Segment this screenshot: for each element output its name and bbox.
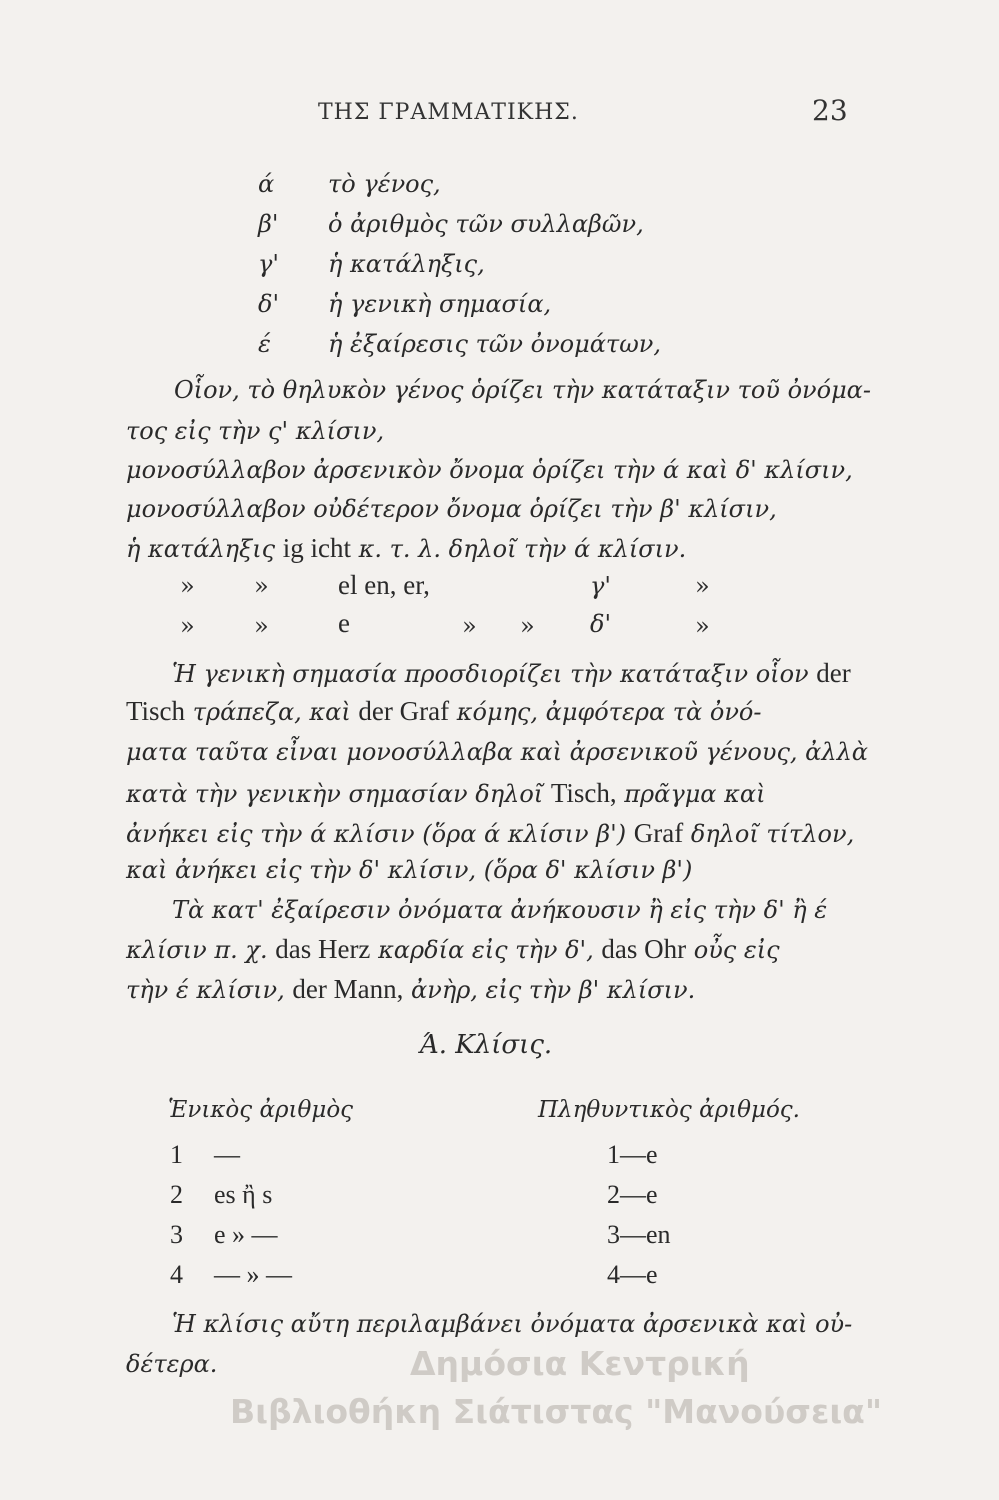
greek-text: ἀνὴρ, εἰς τὴν β' κλίσιν. [411, 976, 696, 1004]
paragraph-line: Ἡ κλίσις αὔτη περιλαμβάνει ὀνόματα ἀρσενικὰ καὶ οὐ- [172, 1310, 853, 1338]
paragraph-line: τος εἰς τὴν ς' κλίσιν, [126, 417, 385, 445]
paragraph-line [126, 533, 686, 564]
enum-item [258, 330, 758, 360]
paragraph-line [126, 974, 695, 1005]
greek-text: κατὰ τὴν γενικὴν σημασίαν δηλοῖ [126, 780, 544, 808]
greek-text: τράπεζα, καὶ [192, 698, 351, 726]
german-word: der Mann, [292, 974, 404, 1004]
case-number: 1 [170, 1140, 183, 1169]
singular-form: — [214, 1140, 240, 1169]
ditto-mark: » [462, 612, 477, 640]
german-word: das Ohr [601, 934, 687, 964]
enum-item [258, 250, 758, 280]
enum-text: ἡ ἐξαίρεσις τῶν ὀνομάτων, [328, 330, 661, 358]
library-watermark-line: Δημόσια Κεντρική [410, 1344, 750, 1383]
german-word: Tisch, [550, 778, 617, 808]
plural-form: 4—e [607, 1260, 658, 1289]
enum-letter: ά [258, 170, 275, 198]
case-number: 2 [170, 1180, 183, 1209]
enum-text: ἡ κατάληξις, [328, 250, 485, 278]
enum-letter: γ' [258, 250, 279, 278]
page-number: 23 [812, 94, 848, 127]
plural-form: 3—en [607, 1220, 671, 1249]
greek-text: καρδία εἰς τὴν δ', [378, 936, 594, 964]
german-word: der Graf [358, 696, 450, 726]
paragraph-line: Τὰ κατ' ἐξαίρεσιν ὀνόματα ἀνήκουσιν ἢ εἰς τὴν δ' ἢ έ [172, 896, 828, 924]
greek-text: κ. τ. λ. δηλοῖ τὴν ά κλίσιν. [358, 535, 687, 563]
paragraph-line: Οἷον, τὸ θηλυκὸν γένος ὁρίζει τὴν κατάταξιν τοῦ ὀνόμα- [174, 376, 871, 404]
german-word: Graf [633, 818, 684, 848]
singular-form: es ἢ s [214, 1180, 273, 1209]
section-heading: Ά. Κλίσις. [420, 1030, 553, 1060]
singular-form: — » — [214, 1260, 292, 1289]
plural-form: 2—e [607, 1180, 658, 1209]
ditto-mark: » [180, 572, 195, 600]
greek-text: Ἡ γενικὴ σημασία προσδιορίζει τὴν κατάταξιν οἷον [172, 660, 809, 688]
german-endings: el en, er, [338, 570, 430, 600]
greek-text: τὴν έ κλίσιν, [126, 976, 285, 1004]
paragraph-line [126, 778, 766, 809]
german-ending: e [338, 608, 350, 638]
ditto-mark: » [254, 572, 269, 600]
singular-form: e » — [214, 1220, 278, 1249]
ditto-mark: » [180, 612, 195, 640]
enum-item [258, 290, 758, 320]
paragraph-line [126, 696, 761, 727]
ditto-mark: » [695, 612, 710, 640]
paragraph-line: ματα ταῦτα εἶναι μονοσύλλαβα καὶ ἀρσενικοῦ γένους, ἀλλὰ [126, 738, 868, 766]
plural-form: 1—e [607, 1140, 658, 1169]
ditto-mark: » [695, 572, 710, 600]
enum-letter: έ [258, 330, 271, 358]
singular-header: Ἑνικὸς ἀριθμὸς [168, 1097, 354, 1123]
paragraph-line [172, 658, 851, 689]
running-header: ΤΗΣ ΓΡΑΜΜΑΤΙΚΗΣ. [318, 100, 579, 125]
enum-item [258, 170, 758, 200]
greek-text: κλίσιν π. χ. [126, 936, 268, 964]
german-word: das Herz [275, 934, 371, 964]
enum-text: ἡ γενικὴ σημασία, [328, 290, 552, 318]
greek-text: ἡ κατάληξις [126, 535, 276, 563]
paragraph-line: μονοσύλλαβον ἀρσενικὸν ὄνομα ὁρίζει τὴν ά καὶ δ' κλίσιν, [126, 456, 853, 484]
declension-number: δ' [590, 610, 612, 638]
ditto-mark: » [254, 612, 269, 640]
paragraph-line [126, 818, 854, 849]
declension-number: γ' [590, 572, 611, 600]
german-word: Tisch [126, 696, 186, 726]
enum-item [258, 210, 758, 240]
german-word: der [816, 658, 851, 688]
enum-text: ὁ ἀριθμὸς τῶν συλλαβῶν, [328, 210, 644, 238]
greek-text: δηλοῖ τίτλον, [690, 820, 855, 848]
greek-text: πρᾶγμα καὶ [624, 780, 766, 808]
paragraph-line: καὶ ἀνήκει εἰς τὴν δ' κλίσιν, (ὅρα δ' κλίσιν β') [126, 856, 693, 884]
german-ending: ig icht [282, 533, 351, 563]
paragraph-line [126, 934, 780, 965]
greek-text: κόμης, ἀμφότερα τὰ ὀνό- [456, 698, 762, 726]
greek-text: ἀνήκει εἰς τὴν ά κλίσιν (ὅρα ά κλίσιν β') [126, 820, 627, 848]
paragraph-line: μονοσύλλαβον οὐδέτερον ὄνομα ὁρίζει τὴν β' κλίσιν, [126, 495, 777, 523]
library-watermark-line: Βιβλιοθήκη Σιάτιστας "Μανούσεια" [230, 1392, 883, 1431]
ditto-mark: » [520, 612, 535, 640]
case-number: 4 [170, 1260, 183, 1289]
case-number: 3 [170, 1220, 183, 1249]
enum-text: τὸ γένος, [328, 170, 441, 198]
enum-letter: δ' [258, 290, 280, 318]
enum-letter: β' [258, 210, 279, 238]
greek-text: οὖς εἰς [693, 936, 780, 964]
plural-header: Πληθυντικὸς ἀριθμός. [538, 1097, 800, 1123]
paragraph-line: δέτερα. [126, 1350, 218, 1378]
